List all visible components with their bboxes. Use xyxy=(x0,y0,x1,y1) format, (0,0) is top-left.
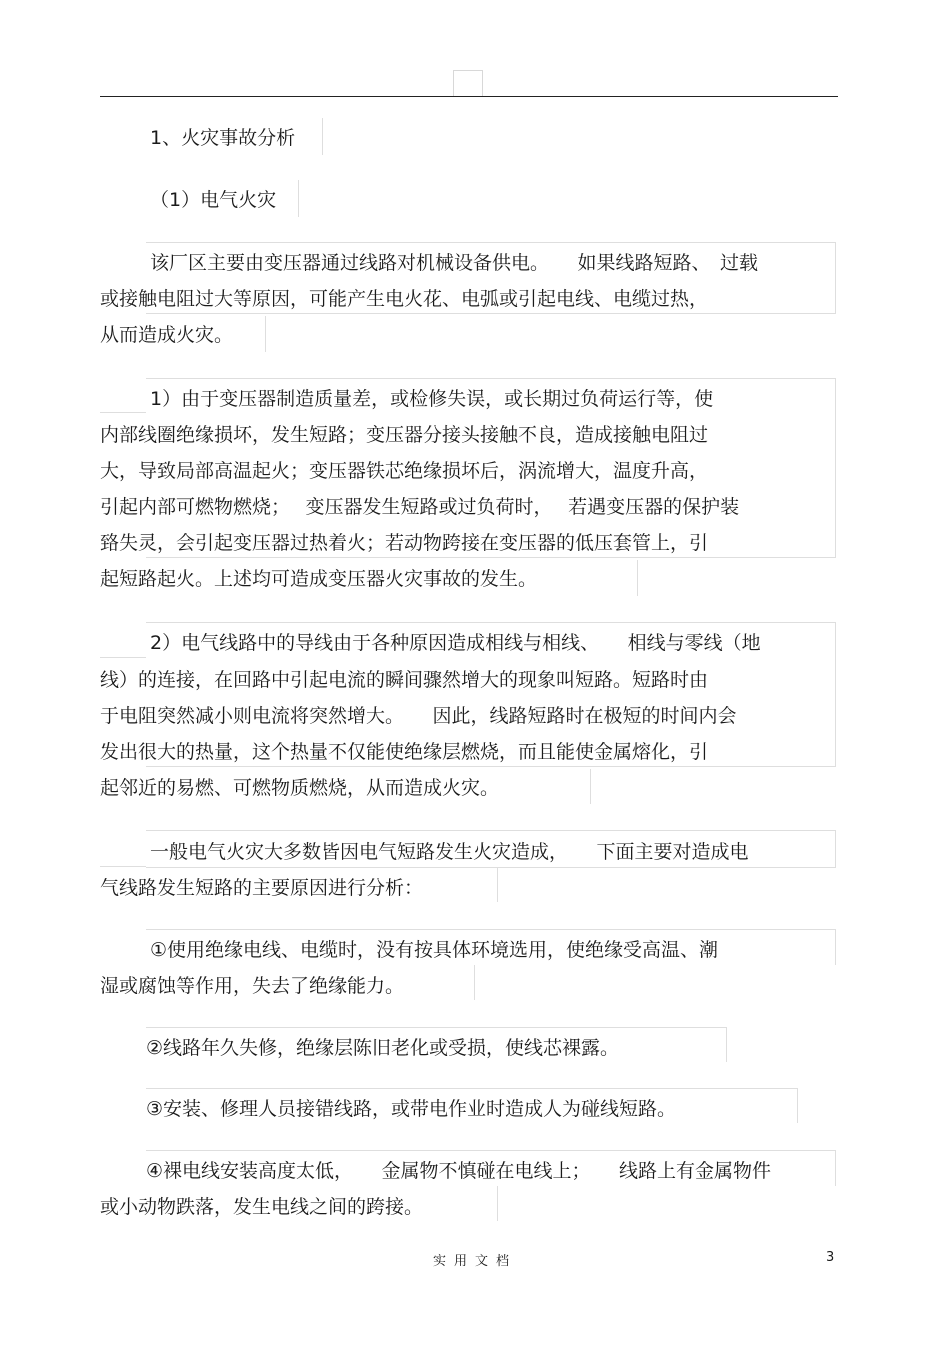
p4-indent-bar xyxy=(100,866,146,867)
p2-line-4: 引起内部可燃物燃烧； 变压器发生短路或过负荷时， 若遇变压器的保护装 xyxy=(100,496,740,518)
p2-line-6: 起短路起火。上述均可造成变压器火灾事故的发生。 xyxy=(100,568,538,590)
p2-line-5: 臵失灵，会引起变压器过热着火；若动物跨接在变压器的低压套管上，引 xyxy=(100,532,709,554)
p3-line-1: 2）电气线路中的导线由于各种原因造成相线与相线、 相线与零线（地 xyxy=(150,632,761,654)
header-rule xyxy=(100,96,838,97)
p8-line-1: ④裸电线安装高度太低， 金属物不慎碰在电线上； 线路上有金属物件 xyxy=(146,1160,772,1182)
p4-tail-bar xyxy=(497,868,498,902)
p8-tail-bar xyxy=(497,1186,498,1221)
p3-indent-bar xyxy=(100,657,146,658)
p4-line-2: 气线路发生短路的主要原因进行分析： xyxy=(100,877,424,899)
p5-line-1: ①使用绝缘电线、电缆时，没有按具体环境选用，使绝缘受高温、潮 xyxy=(150,939,719,961)
section-heading-2: （1）电气火灾 xyxy=(150,189,277,211)
page-number: 3 xyxy=(826,1250,835,1265)
p2-tail-bar xyxy=(637,560,638,596)
p3-line-4: 发出很大的热量，这个热量不仅能使绝缘层燃烧，而且能使金属熔化，引 xyxy=(100,741,709,763)
p3-tail-bar xyxy=(590,769,591,804)
p6-line-1: ②线路年久失修，绝缘层陈旧老化或受损，使线芯裸露。 xyxy=(146,1037,620,1059)
p8-line-2: 或小动物跌落，发生电线之间的跨接。 xyxy=(100,1196,424,1218)
p3-line-2: 线）的连接，在回路中引起电流的瞬间骤然增大的现象叫短路。短路时由 xyxy=(100,669,709,691)
p3-line-3: 于电阻突然减小则电流将突然增大。 因此，线路短路时在极短的时间内会 xyxy=(100,705,737,727)
p5-line-2: 湿或腐蚀等作用，失去了绝缘能力。 xyxy=(100,975,405,997)
p3-line-5: 起邻近的易燃、可燃物质燃烧，从而造成火灾。 xyxy=(100,777,500,799)
p1-line-3: 从而造成火灾。 xyxy=(100,324,234,346)
p2-line-2: 内部线圈绝缘损坏，发生短路；变压器分接头接触不良，造成接触电阻过 xyxy=(100,424,709,446)
footer-label: 实用文档 xyxy=(432,1254,517,1269)
p2-indent-bar xyxy=(100,412,146,413)
p1-line-1: 该厂区主要由变压器通过线路对机械设备供电。 如果线路短路、 过载 xyxy=(150,252,759,274)
p1-line-2: 或接触电阻过大等原因，可能产生电火花、电弧或引起电线、电缆过热， xyxy=(100,288,709,310)
p4-line-1: 一般电气火灾大多数皆因电气短路发生火灾造成， 下面主要对造成电 xyxy=(150,841,749,863)
p7-line-1: ③安装、修理人员接错线路，或带电作业时造成人为碰线短路。 xyxy=(146,1098,677,1120)
p1-tail-bar xyxy=(265,316,266,352)
p2-line-3: 大，导致局部高温起火；变压器铁芯绝缘损坏后，涡流增大，温度升高， xyxy=(100,460,709,482)
p2-line-1: 1）由于变压器制造质量差，或检修失误，或长期过负荷运行等，使 xyxy=(150,388,714,410)
section-heading-1: 1、火灾事故分析 xyxy=(150,127,296,149)
p5-tail-bar xyxy=(474,965,475,1000)
header-tab xyxy=(453,70,483,97)
